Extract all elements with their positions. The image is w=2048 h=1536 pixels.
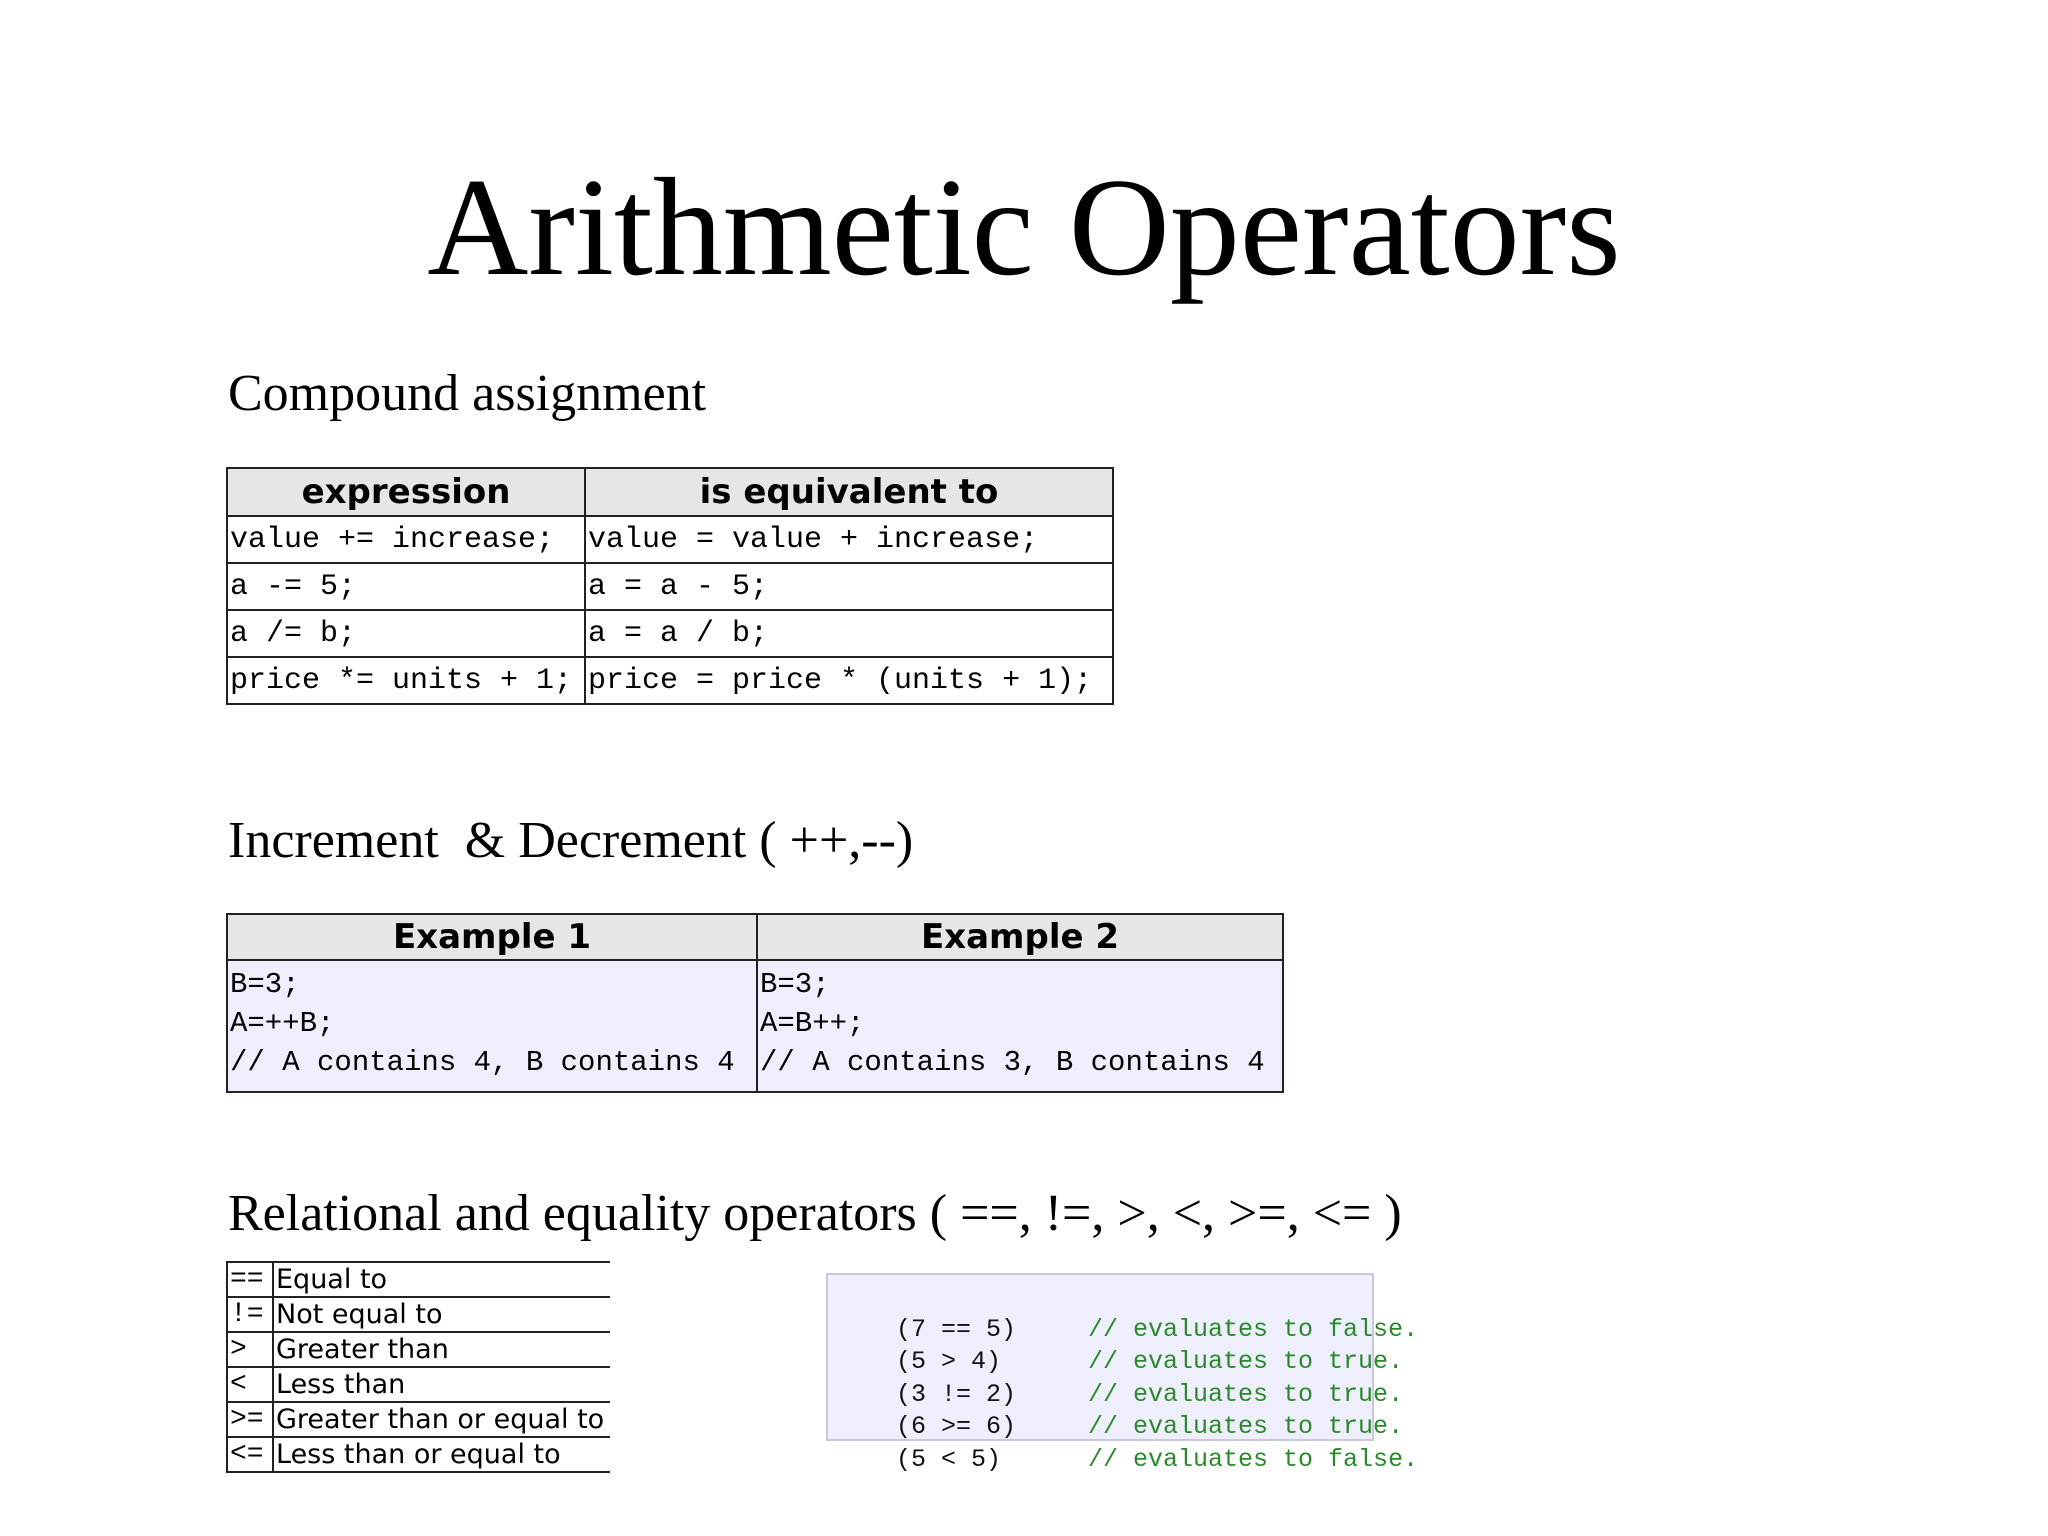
expression-cell: a /= b; [227,610,585,657]
operator-description: Less than or equal to [273,1437,610,1472]
operator-symbol: < [227,1367,273,1402]
operator-description: Greater than [273,1332,610,1367]
relational-operators-table [226,1261,610,1473]
equivalent-cell: a = a / b; [585,610,1113,657]
header-equivalent: is equivalent to [585,468,1113,516]
equivalent-cell: a = a - 5; [585,563,1113,610]
table-row [227,1332,610,1367]
relational-examples-box [826,1273,1419,1474]
operator-symbol: > [227,1332,273,1367]
incdec-heading: Increment & Decrement ( ++,--) [228,812,914,869]
table-row [227,1262,610,1297]
example-code: (5 < 5) [896,1444,1002,1474]
example-comment: // evaluates to false. [1088,1314,1419,1344]
example-comment: // evaluates to true. [1088,1347,1404,1376]
example-2-code: B=3; A=B++; // A contains 3, B contains 4 [757,960,1283,1092]
expression-cell: a -= 5; [227,563,585,610]
example-1-code: B=3; A=++B; // A contains 4, B contains 4 [227,960,757,1092]
example-line [836,1281,1419,1344]
operator-description: Greater than or equal to [273,1402,610,1437]
example-code: (5 > 4) [896,1347,1002,1376]
table-row [227,610,1113,657]
example-comment: // evaluates to true. [1088,1412,1404,1441]
example-comment: // evaluates to true. [1088,1379,1404,1409]
compound-heading: Compound assignment [228,365,707,422]
operator-symbol: == [227,1262,273,1297]
table-row [227,1437,610,1472]
example-code: (7 == 5) [896,1314,1017,1344]
operator-description: Equal to [273,1262,610,1297]
table-row [227,1367,610,1402]
page-title: Arithmetic Operators [427,150,1621,305]
table-row [227,516,1113,563]
relational-heading: Relational and equality operators ( ==, !=, >, <, >=, <= ) [228,1185,1402,1242]
expression-cell: price *= units + 1; [227,657,585,704]
table-row [227,1402,610,1437]
header-expression: expression [227,468,585,516]
equivalent-cell: value = value + increase; [585,516,1113,563]
increment-decrement-table [226,913,1284,1093]
expression-cell: value += increase; [227,516,585,563]
operator-symbol: >= [227,1402,273,1437]
table-row [227,1297,610,1332]
operator-description: Less than [273,1367,610,1402]
table-row [227,563,1113,610]
example-code: (3 != 2) [896,1379,1017,1409]
compound-assignment-table [226,467,1114,705]
equivalent-cell: price = price * (units + 1); [585,657,1113,704]
example-comment: // evaluates to false. [1088,1444,1419,1474]
operator-symbol: <= [227,1437,273,1472]
header-example-2: Example 2 [757,914,1283,960]
header-example-1: Example 1 [227,914,757,960]
table-row [227,657,1113,704]
operator-description: Not equal to [273,1297,610,1332]
example-code: (6 >= 6) [896,1412,1017,1441]
operator-symbol: != [227,1297,273,1332]
table-row [227,960,1283,1092]
